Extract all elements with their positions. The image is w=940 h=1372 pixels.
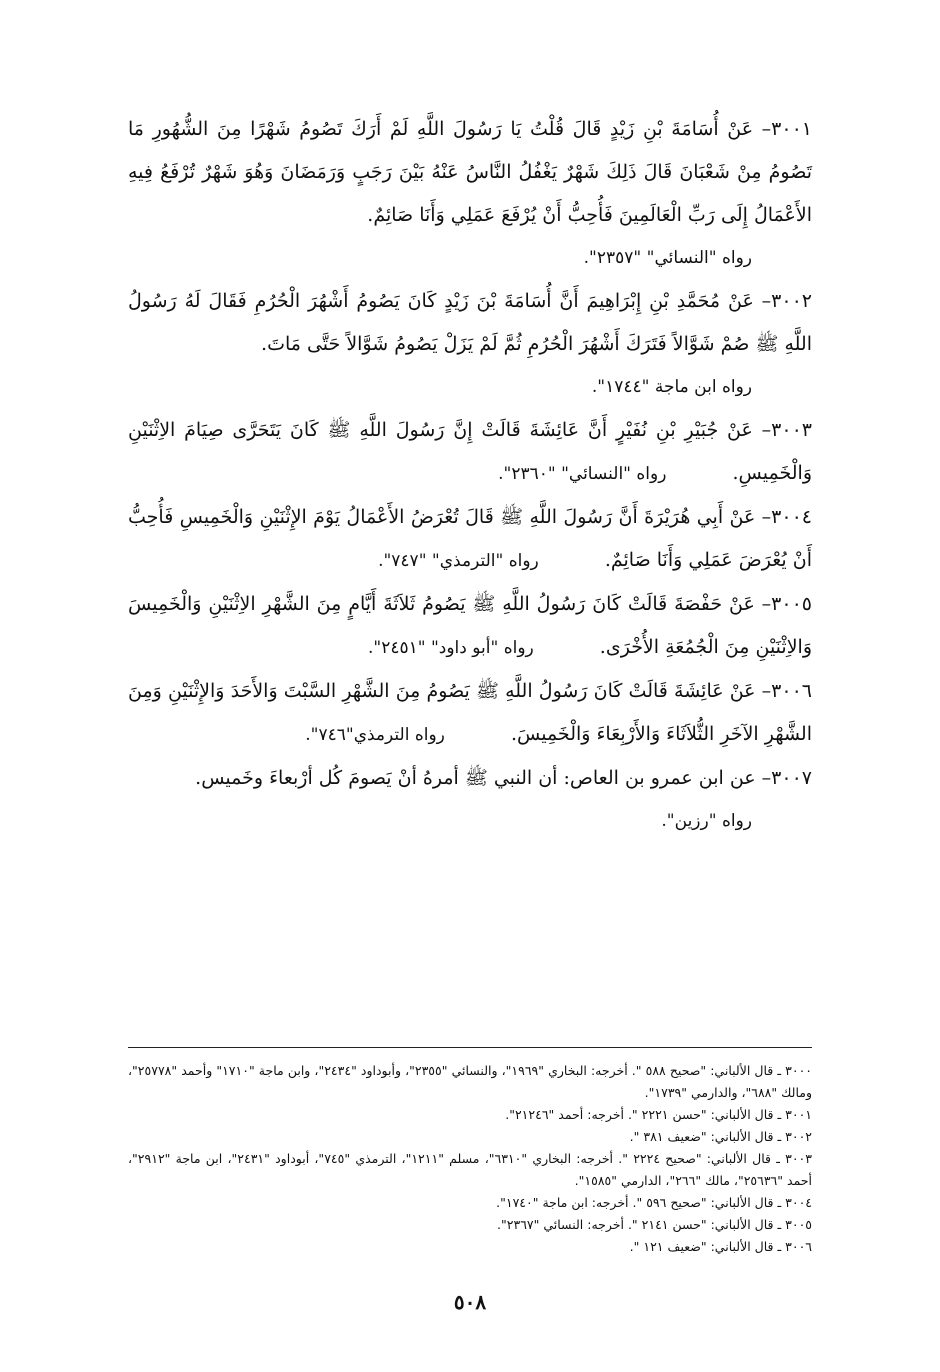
footnote-3001: ٣٠٠١ ـ قال الألباني: "حسن ٢٢٢١ ". أخرجه: أحمد "٢١٢٤٦". — [505, 1107, 812, 1122]
hadith-3002 — [128, 280, 812, 409]
footnote-3003: ٣٠٠٣ ـ قال الألباني: "صحيح ٢٢٢٤ ". أخرجه: البخاري "٦٣١٠"، مسلم "١٢١١"، الترمذي "٧٤٥"، أبوداود "٢٤٣١"، ابن ماجة "٢٩١٢"، أحمد "٢٥٦٣٦"، مالك "٢٦٦"، الدارمي "١٥٨٥". — [128, 1151, 812, 1188]
footnote-3005: ٣٠٠٥ ـ قال الألباني: "حسن ٢١٤١ ". أخرجه: النسائي "٢٣٦٧". — [497, 1217, 812, 1232]
hadith-source: رواه "أبو داود" "٢٤٥١". — [367, 638, 534, 658]
hadith-text: ٣٠٠١– عَنْ أُسَامَةَ بْنِ زَيْدٍ قَالَ قُلْتُ يَا رَسُولَ اللَّهِ لَمْ أَرَكَ تَصُومُ شَهْرًا مِنَ الشُّهُورِ مَا تَصُومُ مِنْ شَعْبَانَ قَالَ ذَلِكَ شَهْرٌ يَغْفُلُ النَّاسُ عَنْهُ بَيْنَ رَجَبٍ وَرَمَضَانَ وَهُوَ شَهْرٌ تُرْفَعُ فِيهِ الأَعْمَالُ إِلَى رَبِّ الْعَالَمِينَ فَأُحِبُّ أَنْ يُرْفَعَ عَمَلِي وَأَنَا صَائِمٌ. — [128, 118, 812, 226]
hadith-3001 — [128, 108, 812, 280]
hadith-text: ٣٠٠٥– عَنْ حَفْصَةَ قَالَتْ كَانَ رَسُولُ اللَّهِ ﷺ يَصُومُ ثَلاَثَةَ أَيَّامٍ مِنَ الشَّهْرِ الاِثْنَيْنِ وَالْخَمِيسَ وَالاِثْنَيْنِ مِنَ الْجُمُعَةِ الأُخْرَى. — [128, 593, 812, 658]
hadith-source: رواه ابن ماجة "١٧٤٤". — [591, 377, 752, 397]
hadith-text: ٣٠٠٢– عَنْ مُحَمَّدِ بْنِ إِبْرَاهِيمَ أَنَّ أُسَامَةَ بْنَ زَيْدٍ كَانَ يَصُومُ أَشْهُرَ الْحُرُمِ فَقَالَ لَهُ رَسُولُ اللَّهِ ﷺ صُمْ شَوَّالاً فَتَرَكَ أَشْهُرَ الْحُرُمِ ثُمَّ لَمْ يَزَلْ يَصُومُ شَوَّالاً حَتَّى مَاتَ. — [128, 290, 812, 355]
hadith-text: ٣٠٠٤– عَنْ أَبِي هُرَيْرَةَ أَنَّ رَسُولَ اللَّهِ ﷺ قَالَ تُعْرَضُ الأَعْمَالُ يَوْمَ الإِثْنَيْنِ وَالْخَمِيسِ فَأُحِبُّ أَنْ يُعْرَضَ عَمَلِي وَأَنَا صَائِمٌ. — [128, 506, 812, 571]
hadith-3005 — [128, 583, 812, 670]
hadith-source: رواه "النسائي" "٢٣٦٠". — [498, 464, 667, 484]
footnote-3004: ٣٠٠٤ ـ قال الألباني: "صحيح ٥٩٦ ". أخرجه: ابن ماجة "١٧٤٠". — [496, 1195, 812, 1210]
hadith-text: ٣٠٠٣– عَنْ جُبَيْرِ بْنِ نُفَيْرٍ أَنَّ عَائِشَةَ قَالَتْ إِنَّ رَسُولَ اللَّهِ ﷺ كَانَ يَتَحَرَّى صِيَامَ الاِثْنَيْنِ وَالْخَمِيسِ. — [128, 419, 812, 484]
hadith-source: رواه الترمذي"٧٤٦". — [305, 725, 445, 745]
hadith-source: رواه "رزين". — [661, 811, 752, 831]
hadith-text: ٣٠٠٦– عَنْ عَائِشَةَ قَالَتْ كَانَ رَسُولُ اللَّهِ ﷺ يَصُومُ مِنَ الشَّهْرِ السَّبْتَ وَالأَحَدَ وَالإِثْنَيْنِ وَمِنَ الشَّهْرِ الآخَرِ الثُّلاَثَاءَ وَالأَرْبِعَاءَ وَالْخَمِيسَ. — [128, 680, 812, 745]
hadith-3006 — [128, 670, 812, 757]
footnote-3002: ٣٠٠٢ ـ قال الألباني: "ضعيف ٣٨١ ". — [629, 1129, 812, 1144]
footnote-divider — [128, 1047, 812, 1048]
page-number: ٥٠٨ — [453, 1290, 487, 1314]
hadith-3003 — [128, 409, 812, 496]
hadith-source: رواه "الترمذي" "٧٤٧". — [378, 551, 539, 571]
footnote-3000: ٣٠٠٠ ـ قال الألباني: "صحيح ٥٨٨ ". أخرجه: البخاري "١٩٦٩"، والنسائي "٢٣٥٥"، وأبوداود "٢٤٣٤"، وابن ماجة "١٧١٠" وأحمد "٢٥٧٧٨"، ومالك "٦٨٨"، والدارمي "١٧٣٩". — [128, 1063, 812, 1100]
footnote-3006: ٣٠٠٦ ـ قال الألباني: "ضعيف ١٢١ ". — [629, 1239, 812, 1254]
hadith-3007 — [128, 757, 812, 843]
hadith-3004 — [128, 496, 812, 583]
hadith-text: ٣٠٠٧– عن ابن عمرو بن العاص: أن النبي ﷺ أمرهُ أنْ يَصومَ كُل أرْبعاءَ وخَميس. — [195, 767, 812, 789]
hadith-source: رواه "النسائي" "٢٣٥٧". — [583, 248, 752, 268]
footnotes — [128, 1060, 812, 1258]
main-text — [128, 108, 812, 843]
